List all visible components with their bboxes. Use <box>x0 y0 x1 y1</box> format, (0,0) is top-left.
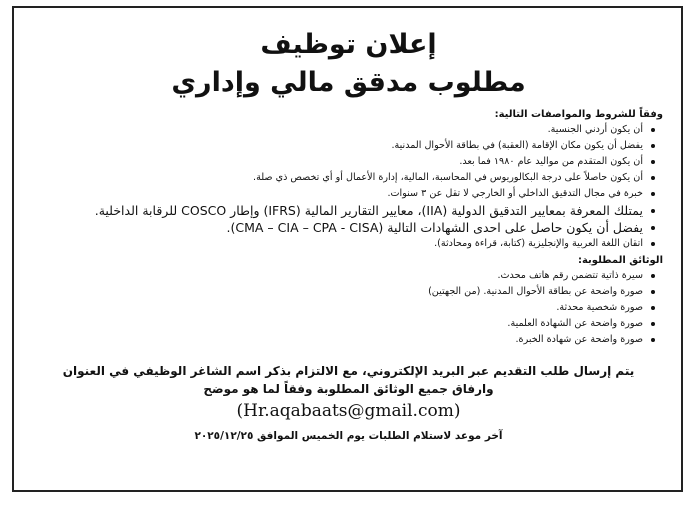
requirements-list <box>26 122 671 252</box>
requirement-item: أن يكون المتقدم من مواليد عام ١٩٨٠ فما بعد. <box>26 154 643 170</box>
document-item: صورة شخصية محدثة. <box>26 300 643 316</box>
announcement-title: إعلان توظيف <box>260 29 437 60</box>
requirement-item: خبرة في مجال التدقيق الداخلي أو الخارجي لا تقل عن ٣ سنوات. <box>26 186 643 202</box>
attachment-instructions: وارفاق جميع الوثائق المطلوبة وفقاً لما هو موضح <box>203 382 494 396</box>
document-item: صورة واضحة عن بطاقة الأحوال المدنية. (من الجهتين) <box>26 284 643 300</box>
requirement-item: أن يكون أردني الجنسية. <box>26 122 643 138</box>
announcement-frame <box>12 6 683 492</box>
application-deadline: آخر موعد لاستلام الطلبات يوم الخميس الموافق ٢٠٢٥/١٢/٢٥ <box>194 430 503 442</box>
documents-list <box>26 268 671 348</box>
requirement-item: يفضل أن يكون مكان الإقامة (العقبة) في بطاقة الأحوال المدنية. <box>26 138 643 154</box>
document-item: صورة واضحة عن الشهادة العلمية. <box>26 316 643 332</box>
document-item: سيرة ذاتية تتضمن رقم هاتف محدث. <box>26 268 643 284</box>
submission-instructions: يتم إرسال طلب التقديم عبر البريد الإلكتروني، مع الالتزام بذكر اسم الشاغر الوظيفي في العنوان <box>62 364 635 378</box>
job-title: مطلوب مدقق مالي وإداري <box>171 67 526 98</box>
document-item: صورة واضحة عن شهادة الخبرة. <box>26 332 643 348</box>
requirement-item: اتقان اللغة العربية والإنجليزية (كتابة، قراءة ومحادثة). <box>26 236 643 252</box>
requirement-item: أن يكون حاصلاً على درجة البكالوريوس في المحاسبة، المالية، إدارة الأعمال أو أي تخصص ذي صلة. <box>26 170 643 186</box>
documents-heading: الوثائق المطلوبة: <box>577 255 663 266</box>
requirement-item: يفضل أن يكون حاصل على احدى الشهادات التالية (CMA – CIA – CPA - CISA). <box>26 219 643 236</box>
contact-email: (Hr.aqabaats@gmail.com) <box>236 401 461 421</box>
requirements-heading: وفقاً للشروط والمواصفات التالية: <box>494 109 663 120</box>
requirement-item: يمتلك المعرفة بمعايير التدقيق الدولية (IIA)، معايير التقارير المالية (IFRS) وإطار COSCO للرقابة الداخلية. <box>26 202 643 219</box>
